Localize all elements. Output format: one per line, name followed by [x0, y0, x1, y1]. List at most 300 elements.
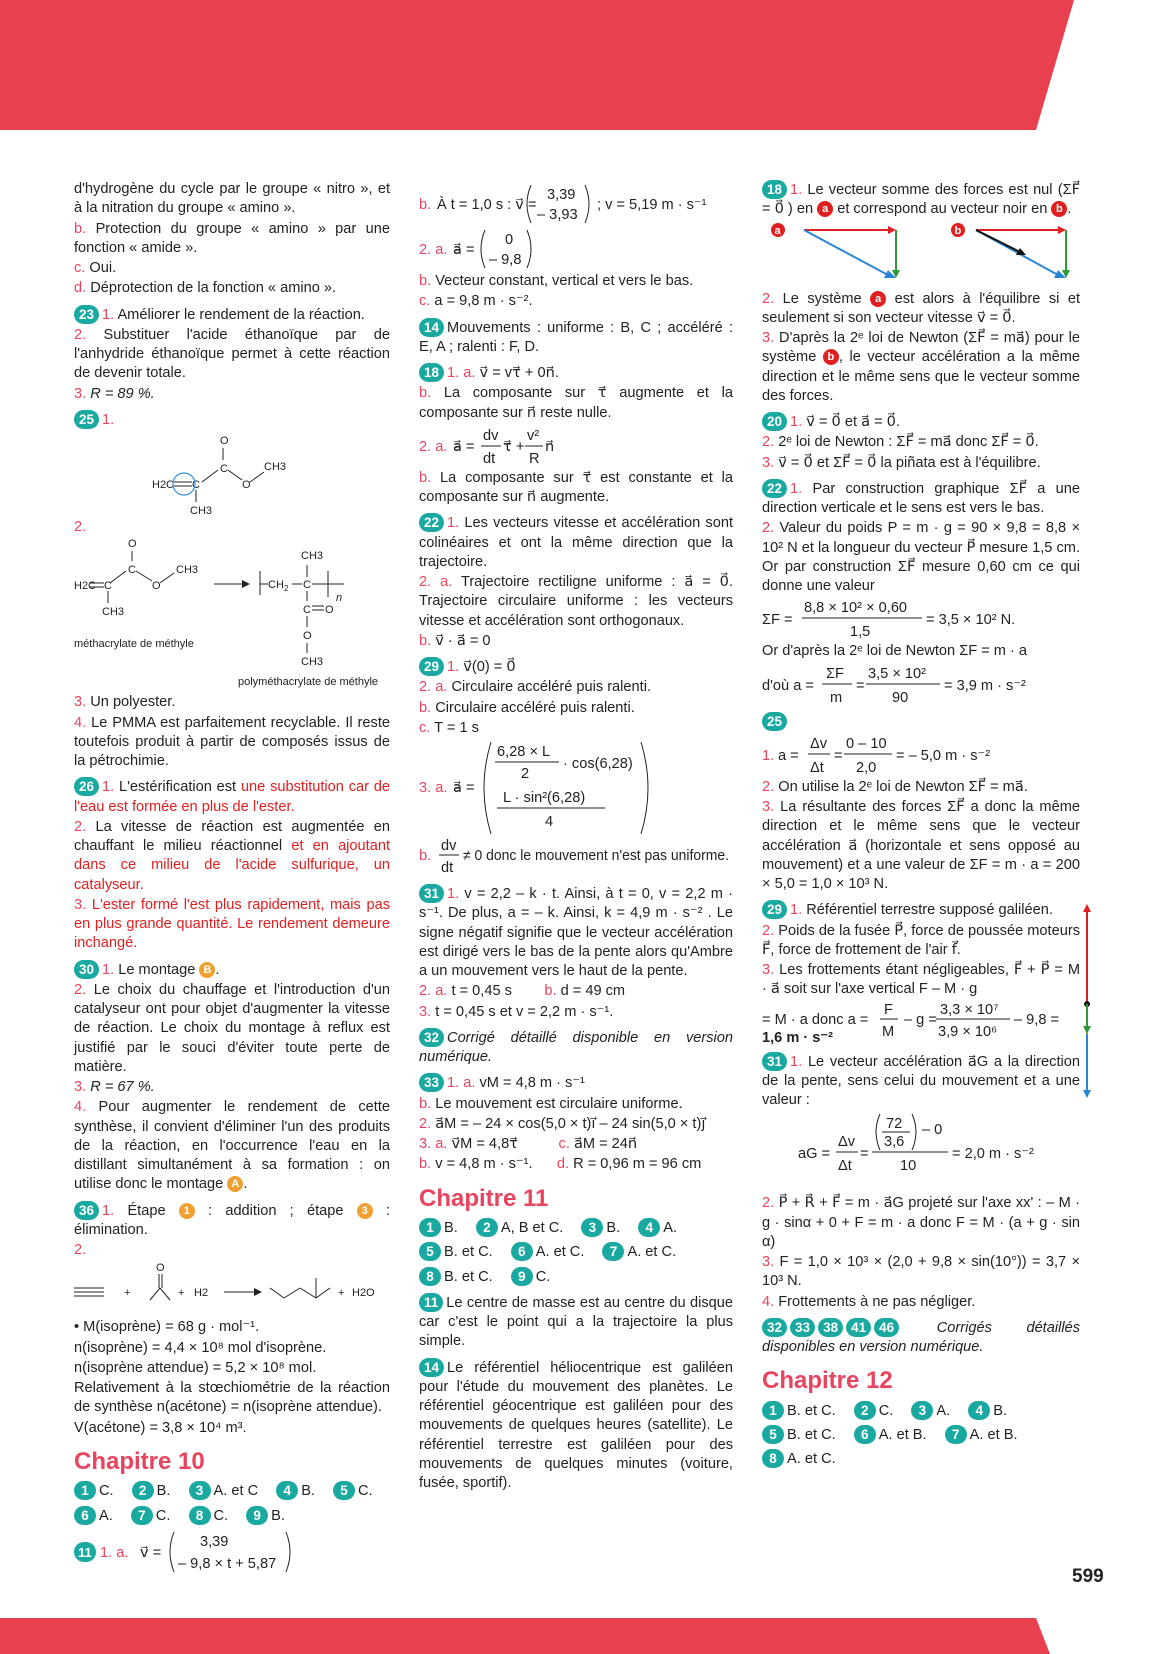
polymerization-scheme [74, 539, 390, 691]
setup-a-icon: A [227, 1176, 243, 1192]
q-label: 1. [102, 1202, 115, 1219]
answer-text: D'après la 2ᵉ loi de Newton (ΣF⃗ = ma⃗) pour le système [762, 330, 1080, 366]
q-label: b. [74, 220, 87, 237]
exercise-badge: 25 [74, 410, 99, 429]
fraction-numerator: 3,5 × 10² [868, 665, 927, 682]
answer-text: a⃗ = [453, 780, 475, 796]
mcq-answer: C. [535, 1268, 551, 1285]
diagram-label-a: a [774, 224, 781, 237]
exercise-badge: 33 [419, 1073, 444, 1092]
q-label: b. [419, 197, 432, 213]
mcq-answer: B. [606, 1220, 621, 1237]
answer-text: Le PMMA est parfaitement recyclable. Il reste toutefois produit à partir de composés issus de la pétrochimie. [74, 714, 390, 769]
answer-text: Le mouvement est circulaire uniforme. [435, 1095, 683, 1112]
answer-text: Le choix du chauffage et l'introduction d'un catalyseur ont pour objet d'augmenter la vitesse de réaction. Le choix du montage à reflux est justifié par le souci d'éviter toute perte de matière. [74, 981, 390, 1075]
mcq-badge: 7 [131, 1506, 153, 1525]
digital-corrections-note [762, 1318, 1080, 1358]
q-label: 1. [102, 411, 115, 428]
column-2 [419, 180, 733, 1494]
exercise-badge: 30 [74, 960, 99, 979]
exercise-badge: 26 [74, 777, 99, 796]
chem-o-label: O [325, 604, 334, 617]
fraction-numerator: 8,8 × 10² × 0,60 [804, 600, 908, 617]
exercise-14-chap11 [419, 1358, 733, 1494]
answer-text: Substituer l'acide éthanoïque par de l'anhydride éthanoïque permet à cette réaction de devenir totale. [74, 326, 390, 382]
h2-label: H2 [194, 1287, 209, 1300]
fraction-denominator: Δt [810, 759, 824, 776]
vector-bottom: – 3,93 [537, 207, 578, 223]
rocket-acceleration-equation [762, 1002, 1080, 1046]
velocity-vector-equation [419, 182, 733, 226]
answer-text: Circulaire accéléré puis ralenti. [451, 679, 651, 696]
mcq-badge: 8 [419, 1267, 441, 1286]
acceleration-matrix-equation [419, 740, 733, 836]
answer-text: et correspond au vecteur noir en [837, 201, 1048, 218]
exercise-22 [419, 513, 733, 651]
mcq-answer: C. [358, 1483, 373, 1500]
mcq-answer: A, B et C. [500, 1220, 564, 1237]
mcq-badge: 4 [276, 1481, 298, 1500]
answer-text: Valeur du poids P = m · g = 90 × 9,8 = 8,8 × 10² N et la longueur du vecteur P⃗ mesure 1,5 cm. Or par construction ΣF⃗ mesure 0,60 cm ce qui donne une valeur [762, 520, 1080, 594]
slope-acceleration-equation [762, 1112, 1080, 1192]
fraction-denominator: M [882, 1023, 895, 1040]
methacrylate-structure [74, 432, 390, 516]
answer-text: Le référentiel héliocentrique est galiléen pour l'étude du mouvement des planètes. Le référentiel géocentrique est galiléen pour des mouvements de quelques heures (satellite). Le référentiel terrestre est galiléen pour des mouvements de quelques minutes (voiture, fusée, sportif). [419, 1359, 733, 1492]
q-label: 3. [762, 962, 775, 978]
fraction-denominator: 3,9 × 10⁶ [938, 1023, 998, 1040]
answer-text: Étape [127, 1202, 166, 1219]
system-b-icon: b [823, 349, 839, 365]
q-label: 1. [790, 480, 803, 497]
q-label: 4. [762, 1293, 775, 1310]
q-label: 3. [74, 896, 87, 913]
exercise-31-chap12 [762, 1052, 1080, 1312]
mcq-badge: 3 [911, 1401, 933, 1420]
chem-c-label: C [128, 564, 136, 577]
fraction-numerator: 72 [886, 1116, 903, 1133]
acceleration-result-equation [762, 664, 1080, 706]
q-label: d. [556, 1156, 570, 1173]
plus-sign: + [178, 1287, 185, 1300]
h2o-label: H2O [352, 1287, 375, 1300]
answer-red-text: et en ajoutant dans ce milieu de l'acide sulfurique, un catalyseur. [74, 838, 390, 893]
answer-text: Le vecteur accélération a⃗G a la direction de la pente, sens celui du mouvement et a une valeur : [762, 1053, 1080, 1108]
mcq-answer: A. et C. [535, 1244, 585, 1261]
answer-text: Par construction graphique ΣF⃗ a une direction verticale et le sens est vers le bas. [762, 480, 1080, 516]
exercise-11-chap11 [419, 1293, 733, 1352]
mcq-answer: C. [878, 1402, 894, 1419]
answer-text: La résultante des forces ΣF⃗ a donc la même direction et le même sens que le vecteur accélération a⃗ (horizontale et sens opposé au mouvement) et a une valeur de ΣF = m · a = 200 × 5,0 = 1,0 × 10³ N. [762, 799, 1080, 892]
fraction-denominator: 3,6 [884, 1134, 905, 1151]
q-label: 2. a. [419, 242, 448, 258]
exercise-22-chap12 [762, 479, 1080, 706]
chem-o-label: O [128, 539, 137, 551]
mcq-answer: C. [99, 1483, 114, 1500]
fraction-denominator: Δt [838, 1158, 852, 1175]
q-label: 2. [762, 778, 775, 795]
q-label: b. [419, 699, 432, 716]
exercise-badge: 31 [762, 1052, 787, 1071]
q-label: 1. [102, 306, 115, 323]
fraction-denominator: 90 [892, 689, 909, 706]
calc-line: • M(isoprène) = 68 g · mol⁻¹. [74, 1319, 260, 1336]
q-label: c. [419, 719, 431, 736]
answer-text: Le système [782, 290, 862, 307]
plus-sign: + [338, 1287, 345, 1300]
q-label: 2. a. [419, 574, 453, 590]
calc-line: V(acétone) = 3,8 × 10⁴ m³. [74, 1419, 247, 1436]
derivative-statement [419, 838, 733, 878]
deceleration-equation [762, 734, 1080, 776]
answer-text: v = 4,8 m · s⁻¹. [435, 1156, 533, 1173]
answer-text: a = [778, 747, 799, 764]
mcq-answer: C. [213, 1507, 229, 1524]
chem-o-label: O [220, 435, 229, 447]
answer-text: 2ᵉ loi de Newton : ΣF⃗ = ma⃗ donc ΣF⃗ = 0⃗. [778, 434, 1039, 451]
answer-text: v⃗(0) = 0⃗ [463, 659, 516, 675]
answer-text: Pour augmenter le rendement de cette synthèse, il convient d'éliminer l'un des produits de la réaction, en l'occurrence l'eau en la distillant simultanément à sa formation : on utilise donc le montage [74, 1099, 390, 1193]
answer-text: Frottements à ne pas négliger. [778, 1293, 976, 1310]
q-label: 3. a. [419, 1136, 448, 1152]
answer-text: Poids de la fusée P⃗, force de poussée moteurs F⃗, force de frottement de l'air f⃗. [762, 922, 1080, 958]
q-label: 4. [74, 1099, 87, 1116]
fraction-numerator: 3,3 × 10⁷ [940, 1001, 999, 1018]
mcq-answer: B. [444, 1220, 458, 1237]
fraction-denominator: 1,5 [850, 624, 871, 641]
vector-v: v⃗ = [140, 1544, 162, 1561]
mcq-badge: 9 [511, 1267, 533, 1286]
chem-c-label: C [220, 463, 228, 475]
answer-text: a⃗ = [453, 438, 475, 455]
mcq-badge: 2 [854, 1401, 876, 1420]
q-label: 1. [790, 902, 803, 919]
acceleration-frenet-equation [419, 425, 733, 467]
mcq-badge: 2 [476, 1218, 498, 1237]
q-label: 1. a. [447, 365, 476, 381]
q-label: c. [74, 260, 86, 276]
chem-c-label: C [303, 604, 311, 617]
answer-text: Corrigé détaillé disponible en version numérique. [419, 1029, 733, 1065]
monomer-label: méthacrylate de méthyle [74, 638, 194, 651]
step-3-icon: 3 [357, 1203, 373, 1219]
exercise-badge: 31 [419, 884, 444, 903]
mcq-badge: 6 [511, 1242, 533, 1261]
svg-text:2: 2 [284, 584, 289, 594]
calc-line: n(isoprène) = 4,4 × 10⁸ mol d'isoprène. [74, 1339, 327, 1356]
exercise-18 [419, 363, 733, 507]
mcq-badge: 1 [74, 1481, 96, 1500]
rocket-forces-diagram [1080, 904, 1094, 1100]
q-label: 4. [74, 714, 87, 731]
fraction-denominator: 4 [545, 814, 554, 830]
mcq-answer: B. et C. [787, 1427, 836, 1444]
result-value: 1,6 m · s⁻² [762, 1029, 833, 1046]
q-label: c. [558, 1136, 570, 1152]
answer-text: T = 1 s [434, 719, 479, 736]
fraction-numerator: Δv [838, 1134, 856, 1151]
exercise-badge: 14 [419, 318, 444, 337]
exercise-23 [74, 305, 390, 404]
chapter-11-title: Chapitre 11 [419, 1184, 549, 1212]
mcq-badge: 1 [419, 1218, 441, 1237]
exercise-badge: 20 [762, 412, 787, 431]
answer-text: Les frottements étant négligeables, F⃗ + P⃗ = M · a⃗ soit sur l'axe vertical F – M · g [762, 962, 1080, 998]
exercise-14 [419, 318, 733, 358]
q-label: 2. [74, 326, 87, 343]
exercise-badge: 18 [762, 180, 787, 199]
answer-text: n⃗ [545, 438, 555, 455]
mcq-badge: 7 [602, 1242, 624, 1261]
mcq-answer: A. et B. [878, 1427, 927, 1444]
answer-text: La vitesse de réaction est augmentée en chauffant le milieu réactionnel [74, 818, 390, 854]
system-a-icon: a [870, 291, 886, 307]
answer-text: d'où a = [762, 677, 814, 694]
answer-text: : élimination. [74, 1202, 391, 1238]
answer-text: – 9,8 = [1014, 1011, 1060, 1028]
q-label: b. [419, 1156, 432, 1173]
answer-text: = 3,5 × 10² N. [926, 612, 1016, 629]
mcq-answer: B. et C. [444, 1244, 493, 1261]
answer-text: τ⃗ + [503, 438, 525, 455]
exercise-badge: 38 [818, 1318, 843, 1337]
fraction-denominator: 10 [900, 1158, 917, 1175]
answer-text: On utilise la 2ᵉ loi de Newton ΣF⃗ = ma⃗. [778, 778, 1028, 795]
answer-text: ΣF = [762, 612, 793, 629]
answer-text: v⃗M = 4,8τ⃗ [451, 1136, 518, 1152]
q-label: 2. [74, 818, 87, 835]
fraction-denominator: R [529, 450, 540, 467]
mcq-answer: A. [99, 1507, 113, 1524]
answer-text: ; v = 5,19 m · s⁻¹ [597, 197, 707, 213]
exercise-badge: 46 [874, 1318, 899, 1337]
page-number: 599 [1072, 1566, 1104, 1587]
q-label: 1. [102, 961, 115, 978]
q-label: 3. [762, 454, 775, 471]
chapter-12-title: Chapitre 12 [762, 1367, 893, 1395]
fraction-numerator: v² [527, 427, 540, 444]
q-label: 2. [74, 981, 87, 998]
exercise-29-chap12 [762, 900, 1080, 1045]
q-label: 1. [790, 414, 803, 430]
chem-h2c-label: H2C [152, 479, 175, 491]
exercise-25-chap12 [762, 712, 1080, 895]
answer-text: a⃗ = [453, 242, 475, 258]
q-label: 2. [762, 1195, 775, 1212]
column-3 [762, 180, 1080, 1472]
mcq-answer: A. et C. [627, 1244, 677, 1261]
answer-text: = – 5,0 m · s⁻² [896, 747, 991, 764]
q-label: 1. a. [100, 1544, 129, 1561]
answer-text: : addition ; étape [208, 1202, 344, 1219]
chem-ch3-label: CH3 [264, 461, 287, 473]
answer-text: t = 0,45 s [451, 983, 512, 1000]
isoprene-synthesis-scheme [74, 1262, 390, 1316]
q-label: 3. [419, 1003, 432, 1020]
answer-text: v⃗ · a⃗ = 0 [435, 632, 491, 649]
q-label: b. [419, 469, 432, 486]
exercise-36 [74, 1201, 390, 1438]
fraction-denominator: dt [441, 860, 454, 876]
mcq-badge: 3 [189, 1481, 211, 1500]
chem-c-label: C [192, 479, 200, 491]
mcq-answer: B. [156, 1483, 171, 1500]
mcq-badge: 2 [132, 1481, 154, 1500]
exercise-badge: 23 [74, 305, 99, 324]
exercise-11-equation [74, 1528, 390, 1576]
answer-text: Vecteur constant, vertical et vers le bas. [435, 273, 694, 289]
q-label: 3. [74, 385, 87, 402]
exercise-30: 30 1. Le montage B . 2. Le choix du chauffage et l'introduction d'un catalyseur ont pour objet d'augmenter la vitesse de réaction. Le choix du montage à reflux est justifié par le souci d'éviter toute perte de matière. 3. R = 67 %. 4. Pour augmenter le rendement de cette synthèse, il convient d'éliminer l'un des produits de la réaction, en l'occurrence l'eau en la distillant simultanément à sa formation : on utilise donc le montage A . [74, 961, 390, 1193]
q-label: 2. a. [419, 438, 448, 455]
acceleration-vector-equation [419, 228, 733, 270]
answer-text: F = 1,0 × 10³ × (2,0 + 9,8 × sin(10°)) = 3,7 × 10³ N. [762, 1254, 1081, 1290]
fraction-numerator: 6,28 × L [497, 744, 551, 760]
mcq-badge: 4 [638, 1218, 660, 1237]
q-label: b. [419, 632, 432, 649]
answer-text: v⃗ = vτ⃗ + 0n⃗. [479, 365, 559, 381]
answer-text: Or d'après la 2ᵉ loi de Newton ΣF = m · a [762, 643, 1028, 660]
answer-text: Trajectoire rectiligne uniforme : a⃗ = 0⃗. Trajectoire circulaire uniforme : les vecteurs vitesse et accélération sont orthogonaux. [419, 574, 733, 629]
chem-ch3-label: CH3 [176, 564, 199, 577]
answer-text: À t = 1,0 s : v⃗ = [437, 197, 537, 213]
fraction-numerator: ΣF [826, 665, 844, 682]
q-label: 2. a. [419, 679, 448, 696]
answer-text: a⃗M = – 24 × cos(5,0 × t)i⃗ – 24 sin(5,0 × t)j⃗ [435, 1115, 706, 1132]
chem-o-label: O [152, 580, 161, 593]
force-vector-diagram [762, 222, 1080, 288]
answer-text: Circulaire accéléré puis ralenti. [435, 699, 635, 716]
chem-ch2-label: CH [268, 579, 284, 592]
chem-o-label: O [242, 479, 251, 491]
mcq-badge: 8 [762, 1449, 784, 1468]
exercise-badge: 25 [762, 712, 787, 731]
answer-text: – g = [904, 1011, 937, 1028]
answer-text: – 0 [922, 1122, 943, 1139]
mcq-answer: B. [271, 1507, 285, 1524]
answer-red-text: une substitution car de l'eau est formée en plus de l'ester. [74, 779, 391, 815]
sum-forces-equation [762, 598, 1080, 640]
mcq-answer: A. et C [213, 1483, 259, 1500]
exercise-badge: 33 [790, 1318, 815, 1337]
mcq-answer: B. et C. [444, 1268, 493, 1285]
mcq-answer: A. [663, 1220, 678, 1237]
answer-text: R = 67 %. [90, 1079, 155, 1095]
mcq-answer: A. et B. [969, 1427, 1018, 1444]
answer-red-text: L'ester formé l'est plus rapidement, mais pas en plus grande quantité. Le rendement demeure inchangé. [74, 896, 391, 952]
answer-text: v = 2,2 – k · t. Ainsi, à t = 0, v = 2,2 m · s⁻¹. De plus, a = – k. Ainsi, k = 4,9 m · s⁻² . Le signe négatif signifie que le vecteur accélération est dirigé vers le bas de la pente alors qu'Ambre a un mouvement vers le haut de la pente. [419, 886, 733, 979]
answer-text: La composante sur τ⃗ augmente et la composante sur n⃗ reste nulle. [419, 385, 733, 421]
q-label: c. [419, 293, 431, 310]
q-label: 3. [74, 1079, 87, 1095]
answer-text: est alors à l'équilibre si et seulement si son vecteur vitesse v⃗ = 0⃗. [762, 290, 1081, 326]
svg-text:=: = [860, 1146, 869, 1163]
answer-text: Le montage [118, 961, 196, 978]
answer-text: R = 0,96 m = 96 cm [573, 1156, 702, 1173]
mcq-answer: B. [301, 1483, 315, 1500]
exercise-26 [74, 777, 390, 953]
q-label: 1. [790, 182, 803, 198]
q-label: 1. [762, 747, 775, 764]
chem-o-label: O [156, 1262, 165, 1275]
answer-text: ≠ 0 donc le mouvement n'est pas uniforme. [463, 848, 729, 864]
chem-h2c-label: H2C [74, 580, 97, 593]
exercise-18-chap12: 18 1. Le vecteur somme des forces est nul (ΣF⃗ = 0⃗ ) en a et correspond au vecteur noir en b . a b 2. Le système a est alors à l'équilibre si et seulement si son vecteur vitesse v⃗ = 0⃗. 3. D'après la 2ᵉ loi de Newton (ΣF⃗ = ma⃗) pour le système b , le vecteur accélération a la même direction et le même sens que le vecteur somme des forces. [762, 182, 1081, 404]
q-label: 2. a. [419, 983, 448, 1000]
exercise-badge: 22 [762, 479, 787, 498]
q-label: 3. [762, 1254, 775, 1270]
q-label: b. [544, 983, 557, 1000]
q-label: 1. [447, 659, 460, 675]
answer-text: · cos(6,28) [563, 756, 633, 772]
q-label: 1. a. [447, 1075, 476, 1092]
answer-text: = 2,0 m · s⁻² [952, 1146, 1034, 1163]
calc-line: Relativement à la stœchiométrie de la réaction de synthèse n(acétone) = n(isoprène attendue). [74, 1380, 390, 1416]
q-label: 3. [762, 799, 775, 815]
calc-line: n(isoprène attendue) = 5,2 × 10⁸ mol. [74, 1359, 317, 1376]
exercise-badge: 29 [419, 657, 444, 676]
q-label: b. [419, 385, 432, 402]
mcq-badge: 5 [333, 1481, 355, 1500]
q-label: 3. [762, 330, 775, 346]
mcq-badge: 6 [74, 1506, 96, 1525]
chem-ch3-label: CH3 [102, 606, 125, 619]
mcq-chapter-12 [762, 1401, 1080, 1470]
answer-text: a = 9,8 m · s⁻². [434, 293, 533, 310]
exercise-20 [762, 412, 1080, 473]
exercise-badge: 29 [762, 900, 787, 919]
answer-text: aG = [798, 1146, 831, 1163]
mcq-answer: C. [155, 1507, 171, 1524]
exercise-25 [74, 410, 390, 772]
exercise-badge: 32 [419, 1028, 444, 1047]
q-label: 3. [74, 694, 87, 711]
q-label: 1. [790, 1053, 803, 1070]
answer-text: a⃗M = 24n⃗ [573, 1136, 638, 1152]
answer-text: Référentiel terrestre supposé galiléen. [806, 902, 1053, 919]
exercise-badge: 22 [419, 513, 444, 532]
mcq-badge: 3 [581, 1218, 603, 1237]
fraction-denominator: dt [483, 450, 496, 467]
chapter-10-title: Chapitre 10 [74, 1447, 205, 1475]
vector-bottom: – 9,8 [489, 252, 522, 268]
mcq-answer: A. et C. [787, 1451, 836, 1468]
mcq-answer: B. et C. [787, 1402, 836, 1419]
exercise-badge: 41 [846, 1318, 871, 1337]
mcq-answer: A. [936, 1402, 951, 1419]
q-label: 2. [74, 1242, 87, 1258]
diagram-label-b: b [954, 224, 962, 237]
intro-text: d'hydrogène du cycle par le groupe « nitro », et à la nitration du groupe « amino ». [74, 181, 390, 217]
q-label: 3. a. [419, 780, 448, 796]
answer-text: d = 49 cm [560, 983, 626, 1000]
chem-c-label: C [303, 579, 311, 592]
chem-c-label: C [104, 580, 112, 593]
answer-text: t = 0,45 s et v = 2,2 m · s⁻¹. [435, 1003, 614, 1020]
vector-top: 3,39 [200, 1533, 229, 1550]
answer-text: = M · a donc a = [762, 1011, 869, 1028]
exercise-29 [419, 657, 733, 878]
q-label: 2. [419, 1115, 432, 1132]
answer-text: La composante sur τ⃗ est constante et la composante sur n⃗ augmente. [419, 469, 733, 505]
mcq-badge: 9 [246, 1506, 268, 1525]
fraction-numerator: dv [483, 427, 499, 444]
mcq-badge: 5 [419, 1242, 441, 1261]
answer-text: v⃗ = 0⃗ et ΣF⃗ = 0⃗ la piñata est à l'équilibre. [778, 454, 1041, 471]
vector-top: 0 [505, 232, 514, 248]
answer-text: = 3,9 m · s⁻² [944, 677, 1026, 694]
chem-n-label: n [336, 592, 343, 605]
exercise-badge: 18 [419, 363, 444, 382]
